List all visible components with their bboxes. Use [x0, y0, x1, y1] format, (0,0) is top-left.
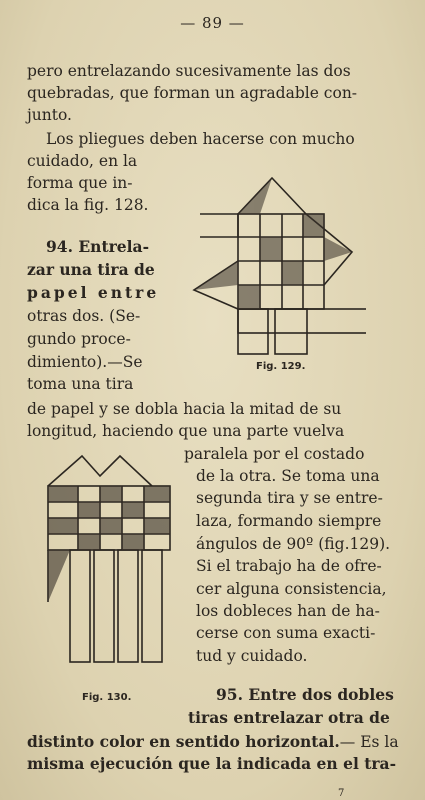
text-line: de papel y se dobla hacia la mitad de su [27, 400, 342, 418]
text-line-part: distinto color en sentido horizontal. [27, 732, 340, 751]
section-number: 94. [46, 237, 73, 256]
text-line: dica la fig. 128. [27, 196, 149, 214]
text-line: de la otra. Se toma una [196, 467, 380, 485]
text-line [27, 731, 399, 753]
section-95-heading [216, 684, 394, 706]
text-line: cer alguna consistencia, [196, 580, 387, 598]
figure-130-caption: Fig. 130. [82, 692, 132, 703]
section-94-heading [46, 236, 149, 258]
text-line: los dobleces han de ha- [196, 602, 380, 620]
footer-mark: 7 [338, 788, 345, 799]
text-line: cerse con suma exacti- [196, 624, 376, 642]
figure-130-drawing [40, 452, 182, 667]
text-line: segunda tira y se entre- [196, 489, 383, 507]
figure-129-caption: Fig. 129. [256, 361, 306, 372]
text-line: papel entre [27, 283, 160, 302]
text-line: zar una tira de [27, 260, 155, 279]
figure-130 [40, 452, 182, 667]
text-line: paralela por el costado [184, 445, 365, 463]
text-line: Si el trabajo ha de ofre- [196, 557, 382, 575]
figure-129-drawing [190, 172, 366, 357]
section-title: Entrela- [72, 237, 150, 256]
text-line: longitud, haciendo que una parte vuelva [27, 422, 345, 440]
text-line: gundo proce- [27, 330, 131, 348]
text-line: tud y cuidado. [196, 647, 308, 665]
text-line: junto. [27, 106, 72, 124]
text-line: toma una tira [27, 375, 134, 393]
text-line: tiras entrelazar otra de [188, 708, 390, 727]
text-line: forma que in- [27, 174, 133, 192]
text-line: pero entrelazando sucesivamente las dos [27, 62, 351, 80]
text-line-part: — Es la [339, 733, 399, 751]
text-line: cuidado, en la [27, 152, 138, 170]
figure-129 [190, 172, 366, 357]
page-number: — 89 — [180, 14, 245, 32]
text-line: Los pliegues deben hacerse con mucho [46, 130, 355, 148]
text-line: ángulos de 90º (fig.129). [196, 535, 391, 553]
text-line: quebradas, que forman un agradable con- [27, 84, 358, 102]
text-line: otras dos. (Se- [27, 307, 141, 325]
text-line: laza, formando siempre [196, 512, 382, 530]
text-line: dimiento).—Se [27, 353, 143, 371]
text-line: misma ejecución que la indicada en el tra- [27, 754, 397, 773]
section-number: 95. [216, 685, 243, 704]
section-title: Entre dos dobles [242, 685, 394, 704]
